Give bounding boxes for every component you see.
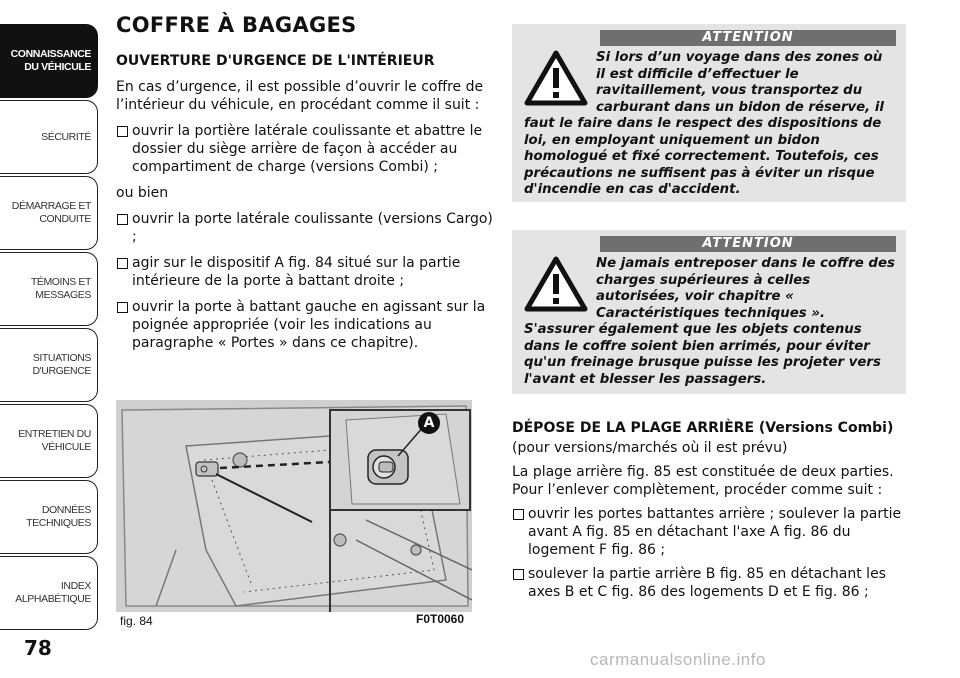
warning-triangle-icon [524,256,588,312]
warning-box-fuel [512,24,906,202]
tab-index-alphabetique[interactable]: INDEX ALPHABÉTIQUE [0,556,98,630]
figure-84-illustration [116,400,472,612]
tab-situations-urgence[interactable]: SITUATIONS D'URGENCE [0,328,98,402]
page-title: COFFRE À BAGAGES [116,13,357,37]
tab-demarrage-et-conduite[interactable]: DÉMARRAGE ET CONDUITE [0,176,98,250]
tab-entretien-du-vehicule[interactable]: ENTRETIEN DU VÉHICULE [0,404,98,478]
list-item: ouvrir la porte latérale coulissante (versions Cargo) ; [116,210,496,246]
watermark: carmanualsonline.info [590,650,766,669]
warning-heading: ATTENTION [600,30,896,46]
section-title-rear-shelf: DÉPOSE DE LA PLAGE ARRIÈRE (Versions Combi) [512,420,894,436]
warning-triangle-icon [524,50,588,106]
figure-code: F0T0060 [416,612,465,626]
tab-temoins-et-messages[interactable]: TÉMOINS ET MESSAGES [0,252,98,326]
left-column [116,13,496,360]
warning-text: Ne jamais entreposer dans le coffre des charges supérieures à celles autorisées, voir chapitre « Caractéristiques techniques ». S'assurer également que les objets contenus dans le coffre soient bien arrimés, pour éviter qu'un freinage brusque puisse les projeter vers l'avant et blesser les passagers. [524,256,895,387]
warning-heading: ATTENTION [600,236,896,252]
callout-a-badge: A [418,412,440,434]
warning-text: Si lors d’un voyage dans des zones où il est difficile d’effectuer le ravitaillement, vous transportez du carburant dans un bidon de réserve, il faut le faire dans le respect des dispositions de loi, en employant uniquement un bidon homologué et fixé correctement. Toutefois, ces précautions ne suffisent pas à éviter un risque d'incendie en cas d'accident. [524,50,884,197]
intro-paragraph: En cas d’urgence, il est possible d’ouvrir le coffre de l’intérieur du véhicule, en procédant comme il suit : [116,79,484,113]
section-subtitle: (pour versions/marchés où il est prévu) [512,440,788,456]
figure-label: fig. 84 [120,614,153,628]
list-item: ouvrir la portière latérale coulissante et abattre le dossier du siège arrière de façon à accéder au compartiment de charge (versions Combi) ; [116,122,496,176]
tab-securite[interactable]: SÉCURITÉ [0,100,98,174]
list-item: agir sur le dispositif A fig. 84 situé sur la partie intérieure de la porte à battant droite ; [116,254,496,290]
section-title-emergency-opening: OUVERTURE D'URGENCE DE L'INTÉRIEUR [116,53,435,69]
right-column [512,420,906,607]
bullet-list-c [512,505,906,601]
rear-shelf-intro: La plage arrière fig. 85 est constituée de deux parties. Pour l’enlever complètement, procéder comme suit : [512,464,894,498]
or-text: ou bien [116,185,169,201]
bullet-list-a [116,122,496,176]
tab-donnees-techniques[interactable]: DONNÉES TECHNIQUES [0,480,98,554]
tab-connaissance-du-vehicule[interactable]: CONNAISSANCE DU VÉHICULE [0,24,98,98]
warning-box-load [512,230,906,394]
page-number: 78 [24,636,52,660]
list-item: soulever la partie arrière B fig. 85 en détachant les axes B et C fig. 86 des logements D et E fig. 86 ; [512,565,906,601]
list-item: ouvrir la porte à battant gauche en agissant sur la poignée appropriée (voir les indications au paragraphe « Portes » dans ce chapitre). [116,298,496,352]
list-item: ouvrir les portes battantes arrière ; soulever la partie avant A fig. 85 en détachant l'axe A fig. 86 du logement F fig. 86 ; [512,505,906,559]
bullet-list-b [116,210,496,352]
door-latch-drawing [116,400,472,612]
